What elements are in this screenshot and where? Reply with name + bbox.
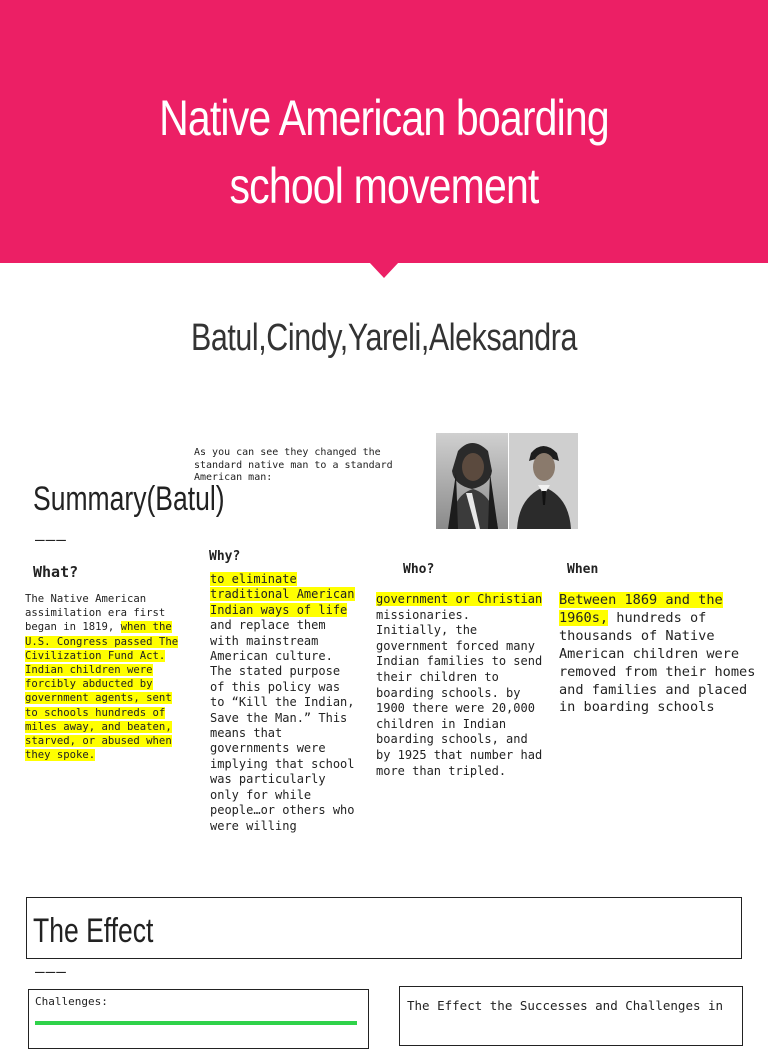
successes-text: The Effect the Successes and Challenges in bbox=[407, 998, 724, 1013]
challenges-label: Challenges: bbox=[35, 995, 108, 1008]
effect-rule: ——— bbox=[35, 962, 67, 981]
title-line-2: school movement bbox=[229, 158, 539, 214]
effect-heading: The Effect bbox=[33, 912, 154, 950]
who-text-plain: missionaries. Initially, the government forced many Indian families to send their children to boarding schools. by 1900 there were 20,000 children in Indian boarding schools, and by 1925 that number had more than tripled. bbox=[376, 607, 543, 778]
when-heading: When bbox=[567, 562, 599, 577]
when-text-highlight: Between 1869 and the 1960s, bbox=[559, 592, 723, 626]
why-text bbox=[210, 572, 358, 834]
what-heading: What? bbox=[33, 563, 79, 581]
what-text-highlight: when the U.S. Congress passed The Civilization Fund Act. Indian children were forcibly abducted by government agents, sent to schools hundreds of miles away, and beaten, starved, or abused when they spoke. bbox=[25, 621, 179, 762]
who-text bbox=[376, 592, 546, 779]
when-text bbox=[559, 592, 764, 717]
banner-pointer bbox=[369, 262, 399, 278]
who-heading: Who? bbox=[403, 562, 435, 577]
authors-subtitle: Batul,Cindy,Yareli,Aleksandra bbox=[190, 317, 578, 359]
photo-native-man bbox=[436, 433, 508, 529]
what-text-plain: The Native American assimilation era first began in 1819, bbox=[25, 593, 166, 634]
successes-box bbox=[399, 986, 743, 1046]
page-title bbox=[118, 84, 649, 220]
photo-caption: As you can see they changed the standard native man to a standard American man: bbox=[194, 447, 393, 483]
when-text-plain: hundreds of thousands of Native American children were removed from their homes and families and placed in boarding schools bbox=[559, 609, 756, 716]
why-text-plain: and replace them with mainstream American culture. The stated purpose of this policy was to “Kill the Indian, Save the Man.” This means that governments were implying that school was particularly only for while people…or others who were willing bbox=[210, 618, 355, 833]
challenges-green-bar bbox=[35, 1021, 357, 1025]
what-text bbox=[25, 592, 190, 762]
who-text-highlight: government or Christian bbox=[376, 592, 543, 606]
photo-american-man bbox=[509, 433, 578, 529]
why-text-highlight: to eliminate traditional American Indian ways of life bbox=[210, 572, 355, 617]
summary-heading: Summary(Batul) bbox=[33, 480, 225, 518]
summary-rule: ——— bbox=[35, 530, 67, 549]
title-line-1: Native American boarding bbox=[159, 90, 609, 146]
why-heading: Why? bbox=[209, 549, 241, 564]
